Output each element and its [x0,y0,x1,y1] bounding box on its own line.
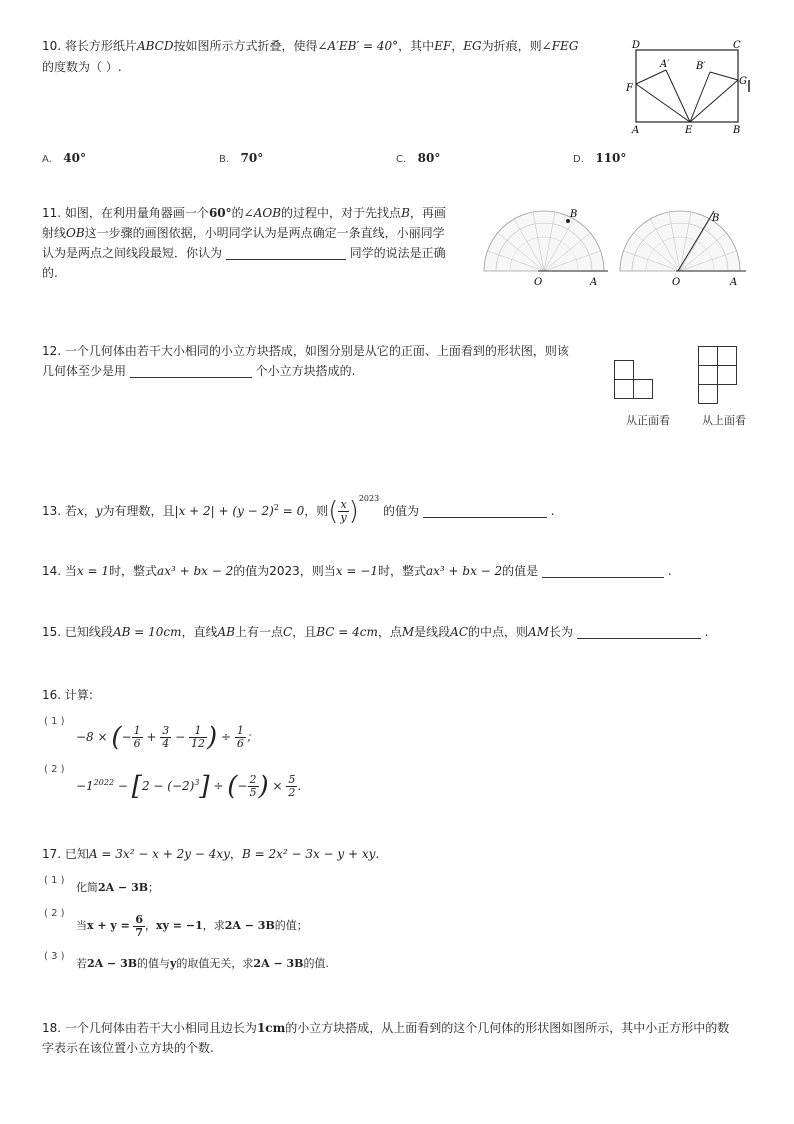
q11-aob: ∠AOB [243,206,282,220]
q13-paren-right: ) [348,496,359,527]
q14-text-d: ，则当 [299,564,336,578]
q11-text-c: 的过程中，对于先找点 [281,206,402,220]
q10-eg: EG [463,39,482,53]
q10-be-line [690,72,710,122]
q14-cond1: x = 1 [76,564,110,578]
top-cube [717,346,737,366]
q12-answer-blank[interactable] [130,363,252,378]
q14-poly-2: ax³ + bx − 2 [425,564,503,578]
q18-length: 1cm [256,1021,286,1035]
q13-text-c: ，则 [304,504,329,518]
q10-sep: ， [451,39,464,53]
q18-line1: 18. 一个几何体由若干大小相同且边长为1cm的小立方块搭成，从上面看到的这个几何体的形状图如图所示，其中小正方形中的数 [42,1021,730,1035]
q15-am: AM [528,625,549,639]
q10-text-b: 按如图所示方式折叠，使得 [173,39,318,53]
q12-caption-front: 从正面看 [626,414,670,427]
q12-line1 [42,341,569,361]
front-cube [614,379,634,399]
q14-number: 14. [42,564,62,578]
q11-fig2-label-b: B [712,213,720,224]
q10-ef-line [636,84,690,122]
q15-m: M [401,625,415,639]
q14-text-e: 时，整式 [377,564,426,578]
q10-label-g: G [739,76,747,87]
q15-ab: AB = 10cm [112,625,182,639]
q11-ob: OB [66,226,85,240]
q11-text-d: ，再画 [409,206,446,220]
q12-caption-top: 从上面看 [702,414,746,427]
q16-part1-expr: −8 × (− $\frac{1}{6}$ + $\frac{3}{4}$ − $\frac{1}{12}$ ) ÷ $\frac{1}{6}$ ； [76,722,258,753]
q10-ae-line [666,70,690,122]
q17-part2: 当x + y = $\frac{6}{7}$ ，xy = −1，求2A − 3B的值； [76,912,308,939]
q10-text-d: 为折痕，则 [481,39,542,53]
q13-answer-blank[interactable] [423,503,547,518]
q10-gb-line [710,72,738,80]
q11-fig2-label-o: O [672,277,681,288]
q14-line [42,561,672,581]
q15-text-h: 长为 [549,625,574,639]
q11-text-a: 如图，在利用量角器画一个 [64,206,209,220]
q17-part2-label: ( 2 ) [44,908,65,919]
top-cube [698,346,718,366]
q10-ef: EF [434,39,452,53]
q16-title-text: 计算: [64,688,93,702]
q10-option-a[interactable]: A. 40° [42,151,86,165]
q15-line [42,622,709,642]
protractor-arc [484,211,604,271]
q14-cond2: x = −1 [335,564,378,578]
q18-line2: 字表示在该位置小立方块的个数. [42,1041,214,1055]
q14-text-a: 当 [64,564,77,578]
q17-part1: 化简2A − 3B； [76,881,160,894]
q10-label-aprime: A′ [660,59,670,70]
q13-text-a: 若 [64,504,77,518]
q12-text-c: 个小立方块搭成的. [255,364,356,378]
q15-text-e: ，点 [377,625,402,639]
q10-label-d: D [632,40,641,51]
q16-part2-expr: $-1^{2022} - [2 - (-2)^3]$ ÷ (− $\frac{2}{5}$ ) × $\frac{5}{2}$ . [76,771,302,802]
q13-text-d: 的值为 [383,504,420,518]
q11-line1 [42,203,446,223]
q15-text-a: 已知线段 [64,625,113,639]
q17-part3-label: ( 3 ) [44,951,65,962]
q15-end: . [704,625,709,639]
q11-fig1-label-o: O [534,277,543,288]
q10-label-c: C [733,40,741,51]
q11-protractor-fig1 [480,205,610,290]
q15-text-f: 是线段 [414,625,451,639]
q15-bc: BC = 4cm [316,625,378,639]
q11-text-b: 的 [231,206,244,220]
q14-poly: ax³ + bx − 2 [157,564,234,578]
q15-ab2: AB [217,625,235,639]
top-cube [698,365,718,385]
q14-text-f: 的值是 [502,564,539,578]
q10-option-d[interactable]: D. 110° [573,151,627,165]
q14-text-b: 时，整式 [109,564,158,578]
q10-text: 将长方形纸片 [64,39,137,53]
q11-line2 [42,223,445,243]
q13-exponent: 2023 [358,494,380,503]
q13-number: 13. [42,504,62,518]
q17-part1-label: ( 1 ) [44,875,65,886]
q10-angle: ∠A′EB′ = 40° [317,39,399,53]
q16-title [42,685,93,705]
q13-line [42,486,555,527]
q11-protractor-fig2 [618,205,758,290]
q13-end: . [550,504,555,518]
q11-fig2-label-a: A [730,277,738,288]
q14-answer-blank[interactable] [542,563,664,578]
q18-number: 18. [42,1021,62,1035]
protractor-arc-2 [620,211,740,271]
q12-text-a: 一个几何体由若干大小相同的小立方块搭成，如图分别是从它的正面、上面看到的形状图，则该 [64,344,569,358]
q11-fig1-label-b: B [570,209,578,220]
q11-text-f: 这一步骤的画图依据，小明同学认为是两点确定一条直线，小丽同学 [84,226,445,240]
q10-option-b[interactable]: B. 70° [219,151,264,165]
q12-front-view [614,360,674,410]
front-cube [633,379,653,399]
q17-a-expr: A = 3x² − x + 2y − 4xy [88,847,230,861]
q16-part1-label: ( 1 ) [44,716,65,727]
q14-end: . [667,564,672,578]
q13-comma: ， [83,504,96,518]
q15-c: C [283,625,293,639]
q17-b-expr: B = 2x² − 3x − y + xy [241,847,376,861]
q16-part2-label: ( 2 ) [44,764,65,775]
q10-option-c[interactable]: C. 80° [396,151,441,165]
q10-feg: ∠FEG [541,39,579,53]
q17-number: 17. [42,847,62,861]
q11-text-h: 同学的说法是正确 [349,246,446,260]
q11-text-g: 认为是两点之间线段最短．你认为 [42,246,223,260]
q16-number: 16. [42,688,62,702]
q11-line4: 的. [42,266,58,280]
q10-label-a: A [632,125,640,136]
q15-answer-blank[interactable] [577,624,701,639]
q10-line2: 的度数为（ ）. [42,60,122,74]
q14-value: 2023 [269,564,300,578]
q15-text-c: 上有一点 [234,625,283,639]
q12-text-b: 几何体至少是用 [42,364,127,378]
q11-answer-blank[interactable] [226,245,346,260]
q10-rectangle [636,50,738,122]
q10-label-b: B [733,125,741,136]
q10-fa-line [636,70,666,84]
q11-text-e: 射线 [42,226,67,240]
q15-text-g: 的中点，则 [468,625,529,639]
q10-number: 10. [42,39,62,53]
q12-top-view [698,346,758,410]
q13-condition-end: = 0 [278,504,305,518]
q10-eg-line [690,80,738,122]
q12-line2 [42,361,356,381]
q10-text-c: ，其中 [398,39,435,53]
q10-figure [620,36,760,136]
q17-part3: 若2A − 3B的值与y的取值无关，求2A − 3B的值. [76,957,329,970]
q10-abcd: ABCD [136,39,174,53]
q14-text-c: 的值为 [233,564,270,578]
q13-x: x [76,504,84,518]
q10-label-bprime: B′ [696,61,706,72]
q13-fraction: $\frac{x}{y}$ [340,498,347,524]
q13-condition: |x + 2| + (y − 2) [174,504,274,518]
q11-number: 11. [42,206,62,220]
q10-label-f: F [626,83,633,94]
q15-number: 15. [42,625,62,639]
q10-label-e: E [685,125,693,136]
q11-b: B [401,206,410,220]
q17-line: 17. 已知A = 3x² − x + 2y − 4xy，B = 2x² − 3x − y + xy. [42,847,380,861]
q13-y: y [95,504,103,518]
top-cube [717,365,737,385]
q15-text-b: ，直线 [181,625,218,639]
q15-text-d: ，且 [292,625,317,639]
front-cube [614,360,634,380]
q15-ac: AC [450,625,469,639]
q11-line3 [42,243,446,263]
top-cube [698,384,718,404]
q10-line1 [42,36,578,56]
q11-fig1-label-a: A [590,277,598,288]
q12-number: 12. [42,344,62,358]
q13-square: 2 [273,503,279,512]
q13-text-b: 为有理数，且 [102,504,175,518]
q11-deg: 60° [208,206,232,220]
q13-paren-left: ( [328,496,339,527]
